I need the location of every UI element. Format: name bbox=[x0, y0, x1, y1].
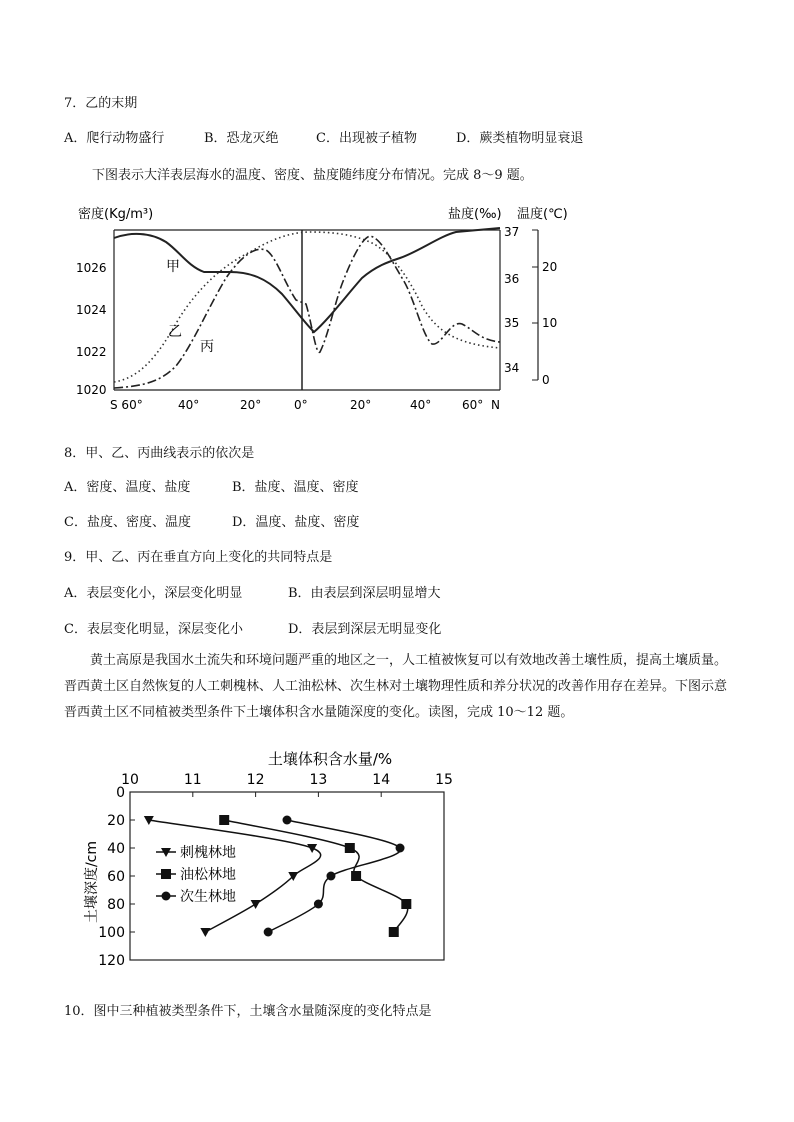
data-point bbox=[326, 872, 335, 881]
curve-label-jia: 甲 bbox=[166, 259, 180, 275]
salinity-tick: 37 bbox=[504, 225, 520, 239]
intro-10-12: 黄土高原是我国水土流失和环境问题严重的地区之一，人工植被恢复可以有效地改善土壤性质，提高土壤质量。晋西黄土区自然恢复的人工刺槐林、人工油松林、次生林对土壤物理性质和养分状况的改善作用存在差异。下图示意晋西黄土区不同植被类型条件下土壤体积含水量随深度的变化。读图，完成 10～12 题。 bbox=[64, 653, 728, 720]
question-9-stem: 9．甲、乙、丙在垂直方向上变化的共同特点是 bbox=[64, 550, 333, 565]
x-tick-label: 14 bbox=[372, 772, 391, 788]
x-tick-label: 11 bbox=[183, 772, 202, 788]
density-tick: 1024 bbox=[76, 303, 107, 317]
data-point bbox=[283, 816, 292, 825]
latitude-tick: 20° bbox=[350, 398, 372, 412]
q7-option-a: A．爬行动物盛行 bbox=[64, 131, 165, 146]
question-8-stem: 8．甲、乙、丙曲线表示的依次是 bbox=[64, 446, 255, 461]
data-point bbox=[345, 843, 355, 853]
q9-option-b: B．由表层到深层明显增大 bbox=[288, 586, 441, 601]
data-point bbox=[264, 928, 273, 937]
salinity-tick: 35 bbox=[504, 316, 520, 330]
legend-label: 油松林地 bbox=[180, 867, 236, 883]
q8-option-d: D．温度、盐度、密度 bbox=[232, 515, 360, 530]
data-point bbox=[219, 815, 229, 825]
figure-soil-moisture bbox=[80, 742, 460, 978]
x-tick-label: 15 bbox=[435, 772, 453, 788]
temperature-tick: 10 bbox=[542, 316, 558, 330]
latitude-tick: 60° bbox=[462, 398, 484, 412]
y-tick-label: 40 bbox=[107, 841, 125, 857]
density-axis-label: 密度(Kg/m³) bbox=[78, 207, 154, 222]
data-point bbox=[251, 900, 261, 909]
salinity-tick: 34 bbox=[504, 361, 520, 375]
latitude-tick: 40° bbox=[178, 398, 200, 412]
y-tick-label: 100 bbox=[98, 925, 125, 941]
salinity-tick: 36 bbox=[504, 272, 520, 286]
x-tick-label: 13 bbox=[309, 772, 328, 788]
y-tick-label: 80 bbox=[107, 897, 125, 913]
question-10-stem: 10．图中三种植被类型条件下，土壤含水量随深度的变化特点是 bbox=[64, 1004, 432, 1019]
q7-option-d: D．蕨类植物明显衰退 bbox=[456, 131, 584, 146]
q7-option-b: B．恐龙灭绝 bbox=[204, 131, 279, 146]
data-point bbox=[389, 927, 399, 937]
curve-label-bing: 丙 bbox=[200, 339, 214, 355]
q9-option-c: C．表层变化明显，深层变化小 bbox=[64, 622, 243, 637]
series-line-2 bbox=[224, 820, 408, 932]
curve-label-yi: 乙 bbox=[168, 324, 182, 340]
data-point bbox=[307, 844, 317, 853]
density-tick: 1022 bbox=[76, 345, 107, 359]
legend-marker bbox=[161, 869, 171, 879]
temperature-axis-label: 温度(℃) bbox=[517, 207, 568, 222]
y-axis-label: 土壤深度/cm bbox=[84, 840, 100, 924]
legend-label: 次生林地 bbox=[180, 889, 236, 905]
y-tick-label: 0 bbox=[116, 785, 125, 801]
salinity-axis-label: 盐度(‰) bbox=[448, 207, 502, 222]
data-point bbox=[351, 871, 361, 881]
latitude-tick: 20° bbox=[240, 398, 262, 412]
q8-option-b: B．盐度、温度、密度 bbox=[232, 480, 359, 495]
y-tick-label: 120 bbox=[98, 953, 125, 969]
q8-option-a: A．密度、温度、盐度 bbox=[64, 480, 191, 495]
latitude-tick: N bbox=[491, 398, 500, 412]
latitude-tick: 40° bbox=[410, 398, 432, 412]
q9-option-a: A．表层变化小，深层变化明显 bbox=[64, 586, 243, 601]
y-tick-label: 20 bbox=[107, 813, 125, 829]
data-point bbox=[396, 844, 405, 853]
density-tick: 1020 bbox=[76, 383, 107, 397]
figure-ocean-surface bbox=[70, 196, 568, 422]
x-tick-label: 12 bbox=[246, 772, 265, 788]
question-7-stem: 7．乙的末期 bbox=[64, 96, 138, 111]
legend-label: 刺槐林地 bbox=[180, 845, 236, 861]
density-tick: 1026 bbox=[76, 261, 107, 275]
intro-8-9: 下图表示大洋表层海水的温度、密度、盐度随纬度分布情况。完成 8～9 题。 bbox=[92, 168, 533, 183]
temperature-tick: 20 bbox=[542, 260, 558, 274]
chart-title: 土壤体积含水量/% bbox=[267, 750, 393, 768]
data-point bbox=[200, 928, 210, 937]
temperature-tick: 0 bbox=[542, 373, 550, 387]
q7-option-c: C．出现被子植物 bbox=[316, 131, 417, 146]
q9-option-d: D．表层到深层无明显变化 bbox=[288, 622, 442, 637]
y-tick-label: 60 bbox=[107, 869, 125, 885]
curve-jia bbox=[114, 228, 500, 332]
latitude-tick: 0° bbox=[294, 398, 308, 412]
q8-option-c: C．盐度、密度、温度 bbox=[64, 515, 191, 530]
data-point bbox=[401, 899, 411, 909]
latitude-tick: S 60° bbox=[110, 398, 143, 412]
legend-marker bbox=[162, 892, 171, 901]
x-tick-label: 10 bbox=[121, 772, 139, 788]
data-point bbox=[314, 900, 323, 909]
